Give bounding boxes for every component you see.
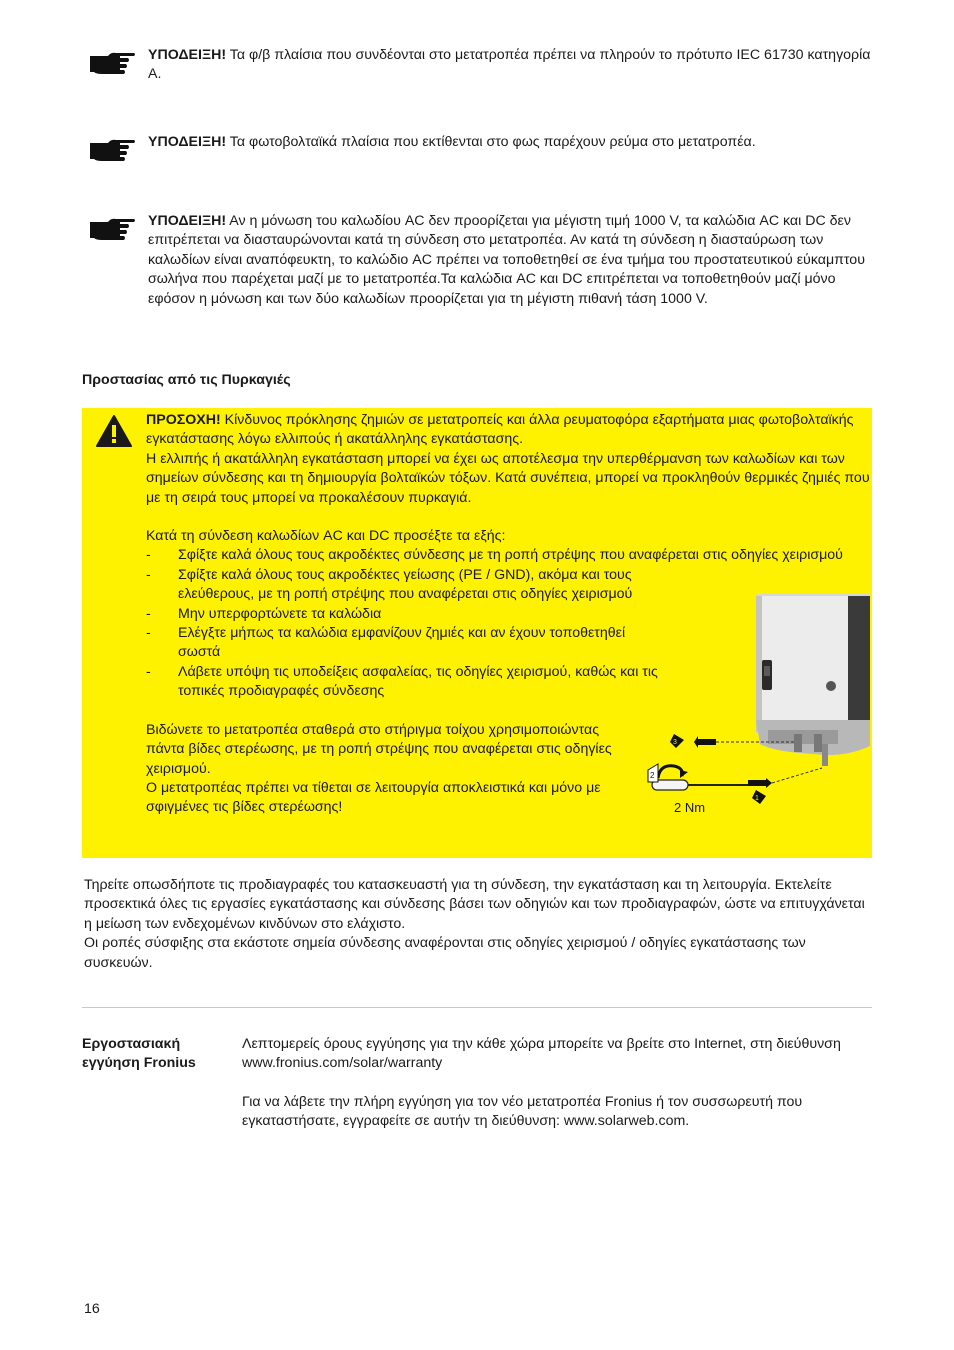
note-text: ΥΠΟΔΕΙΞΗ! Τα φωτοβολταϊκά πλαίσια που εκτίθενται στο φως παρέχουν ρεύμα στο μετατροπέα.: [148, 134, 756, 150]
warranty-label: Εργοστασιακή εγγύηση Fronius: [82, 1036, 196, 1072]
note-text: ΥΠΟΔΕΙΞΗ! Τα φ/β πλαίσια που συνδέονται στο μετατροπέα πρέπει να πληρούν το πρότυπο IEC 61730 κατηγορία A.: [148, 47, 871, 83]
operation-paragraph: Ο μετατροπέας πρέπει να τίθεται σε λειτουργία αποκλειστικά και μόνο με σφιγμένες τις βίδες στερέωσης!: [146, 779, 601, 816]
body-text: Τηρείτε οπωσδήποτε τις προδιαγραφές του κατασκευαστή για τη σύνδεση, την εγκατάσταση και τη λειτουργία. Εκτελείτε προσεκτικά όλες τις εργασίες εγκατάστασης και σύνδεσης βάσει των οδηγιών και των προδιαγραφών, ώστε να επιτυγχάνεται η μείωση των ενδεχομένων κινδύνων στο ελάχιστο. Οι ροπές σύσφιξης στα εκάστοτε σημεία σύνδεσης αναφέρονται στις οδηγίες χειρισμού / οδηγίες εγκατάστασης των συσκευών.: [84, 877, 865, 971]
list-item: - Μην υπερφορτώνετε τα καλώδια: [146, 605, 382, 622]
note-text: ΥΠΟΔΕΙΞΗ! Αν η μόνωση του καλωδίου AC δεν προορίζεται για μέγιστη τιμή 1000 V, τα καλώδια AC και DC δεν επιτρέπεται να διασταυρώνονται κατά τη σύνδεση στο μετατροπέα. Αν κατά τη σύνδεση η διασταύρωση των καλωδίων είναι αναπόφευκτη, το καλώδιο AC πρέπει να τοποθετηθεί σε ένα τμήμα του προστατευτικού εύκαμπτου σωλήνα που παρέχεται μαζί με το μετατροπέα.Τα καλώδια AC και DC επιτρέπεται να τοποθετηθούν μαζί μόνο εφόσον η μόνωση και των δύο καλωδίων προορίζεται για τη μέγιστη πιθανή τάση 1000 V.: [148, 213, 865, 307]
caution-intro: ΠΡΟΣΟΧΗ! Κίνδυνος πρόκλησης ζημιών σε μετατροπείς και άλλα ρευματοφόρα εξαρτήματα μιας φωτοβολταϊκής εγκατάστασης λόγω ελλιπούς ή ακατάλληλης εγκατάστασης.: [146, 412, 854, 448]
caution-box: [82, 408, 872, 858]
list-item: - Λάβετε υπόψη τις υποδείξεις ασφαλείας, τις οδηγίες χειρισμού, καθώς και τις τοπικές προδιαγραφές σύνδεσης: [146, 663, 658, 700]
list-intro: Κατά τη σύνδεση καλωδίων AC και DC προσέξτε τα εξής:: [146, 528, 506, 545]
note-2: [88, 133, 878, 152]
svg-text:3: 3: [673, 739, 677, 746]
list-item: - Σφίξτε καλά όλους τους ακροδέκτες σύνδεσης με τη ροπή στρέψης που αναφέρεται στις οδηγίες χειρισμού: [146, 547, 843, 564]
mounting-paragraph: Βιδώνετε το μετατροπέα σταθερά στο στήριγμα τοίχου χρησιμοποιώντας πάντα βίδες στερέωσης, με τη ροπή στρέψης που αναφέρεται στις οδηγίες χειρισμού.: [146, 721, 612, 777]
pointing-hand-icon: [88, 48, 136, 78]
inverter-mounting-illustration: [644, 594, 872, 818]
section-heading: Προστασίας από τις Πυρκαγιές: [82, 372, 291, 388]
pointing-hand-icon: [88, 135, 136, 165]
note-1: [88, 46, 878, 85]
warranty-text: Λεπτομερείς όρους εγγύησης για την κάθε χώρα μπορείτε να βρείτε στο Internet, στη διεύθυνση www.fronius.com/solar/warranty Για να λάβετε την πλήρη εγγύηση για τον νέο μετατροπέα Fronius ή τον συσσωρευτή που εγκαταστήσατε, εγγραφείτε σε αυτήν τη διεύθυνση: www.solarweb.com.: [242, 1036, 841, 1130]
svg-text:2: 2: [650, 771, 655, 780]
torque-label: 2 Nm: [674, 800, 706, 815]
section-divider: [82, 1007, 872, 1008]
svg-text:1: 1: [755, 795, 759, 802]
list-item: - Σφίξτε καλά όλους τους ακροδέκτες γείωσης (PE / GND), ακόμα και τους ελεύθερους, με τη ροπή στρέψης που αναφέρεται στις οδηγίες χειρισμού: [146, 566, 633, 603]
caution-paragraph: Η ελλιπής ή ακατάλληλη εγκατάσταση μπορεί να έχει ως αποτέλεσμα την υπερθέρμανση των καλωδίων και των σημείων σύνδεσης και τη δημιουργία βολταϊκών τόξων. Κατά συνέπεια, μπορεί να προκληθούν θερμικές ζημιές που με τη σειρά τους μπορεί να προκαλέσουν πυρκαγιά.: [146, 450, 870, 506]
pointing-hand-icon: [88, 214, 136, 244]
list-item: - Ελέγξτε μήπως τα καλώδια εμφανίζουν ζημιές και αν έχουν τοποθετηθεί σωστά: [146, 625, 626, 661]
page-number: 16: [84, 1301, 100, 1317]
note-3: [88, 212, 878, 309]
warning-triangle-icon: [96, 414, 132, 448]
